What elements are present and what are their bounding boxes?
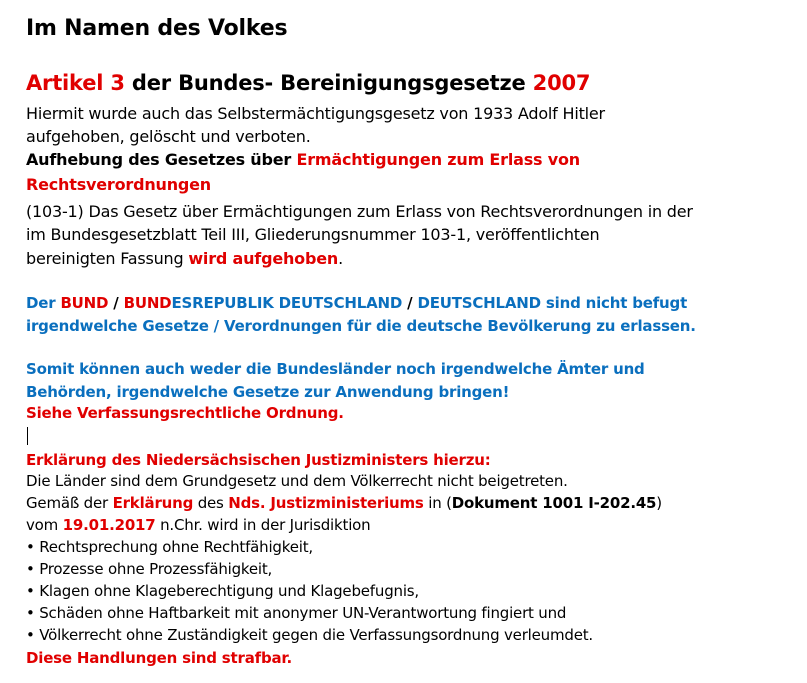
bund-slash-2: / <box>402 294 418 312</box>
erklaerung-date: 19.01.2017 <box>62 516 156 534</box>
somit-line-1: Somit können auch weder die Bundesländer noch irgendwelche Ämter und <box>26 360 645 378</box>
gemaess-text: Gemäß der <box>26 494 113 512</box>
law-text-a: bereinigten Fassung <box>26 249 189 268</box>
des-text: des <box>193 494 229 512</box>
bund-word: BUND <box>60 294 109 312</box>
list-item: • Klagen ohne Klageberechtigung und Klagebefugnis, <box>26 582 419 600</box>
wird-aufgehoben: wird aufgehoben <box>188 249 339 268</box>
law-text-c: . <box>338 249 343 268</box>
list-item: • Schäden ohne Haftbarkeit mit anonymer UN-Verantwortung fingiert und <box>26 604 567 622</box>
closing-statement: Diese Handlungen sind strafbar. <box>26 649 292 667</box>
law-text-line-2: im Bundesgesetzblatt Teil III, Gliederungsnummer 103-1, veröffentlichten <box>26 225 600 244</box>
erklaerung-line-1: Die Länder sind dem Grundgesetz und dem Völkerrecht nicht beigetreten. <box>26 472 568 490</box>
aufhebung-text: Aufhebung des Gesetzes über <box>26 150 297 169</box>
intro-line-2: aufgehoben, gelöscht und verboten. <box>26 127 311 146</box>
document-reference: Dokument 1001 I-202.45 <box>451 494 657 512</box>
list-item: • Völkerrecht ohne Zuständigkeit gegen die Verfassungsordnung verleumdet. <box>26 626 593 644</box>
aufhebung-highlight: Ermächtigungen zum Erlass von <box>296 150 580 169</box>
aufhebung-heading-cont: Rechtsverordnungen <box>26 175 211 194</box>
text-cursor <box>27 427 28 445</box>
article-year: 2007 <box>532 71 591 95</box>
bund-text-end: DEUTSCHLAND sind nicht befugt <box>417 294 688 312</box>
erklaerung-title: Erklärung des Niedersächsischen Justizministers hierzu: <box>26 451 491 469</box>
somit-line-2: Behörden, irgendwelche Gesetze zur Anwendung bringen! <box>26 383 510 401</box>
close-paren: ) <box>656 494 662 512</box>
law-text-line-1: (103-1) Das Gesetz über Ermächtigungen zum Erlass von Rechtsverordnungen in der <box>26 202 693 221</box>
article-number: Artikel 3 <box>26 71 125 95</box>
bundesrepublik-rest: ESREPUBLIK DEUTSCHLAND <box>171 294 403 312</box>
erklaerung-line-3 <box>26 516 370 534</box>
vom-text: vom <box>26 516 63 534</box>
somit-line-3: Siehe Verfassungsrechtliche Ordnung. <box>26 404 344 422</box>
in-text: in ( <box>423 494 452 512</box>
bund-line-2: irgendwelche Gesetze / Verordnungen für die deutsche Bevölkerung zu erlassen. <box>26 317 696 335</box>
ministry-name: Nds. Justizministeriums <box>228 494 424 512</box>
bund-prefix: BUND <box>123 294 172 312</box>
bund-line-1 <box>26 294 687 312</box>
list-item: • Rechtsprechung ohne Rechtfähigkeit, <box>26 538 313 556</box>
law-text-line-3 <box>26 249 343 268</box>
intro-line-1: Hiermit wurde auch das Selbstermächtigungsgesetz von 1933 Adolf Hitler <box>26 104 605 123</box>
article-law-name: der Bundes- Bereinigungsgesetze <box>124 71 533 95</box>
article-title <box>26 71 590 95</box>
aufhebung-heading <box>26 150 580 169</box>
jurisdiktion-text: n.Chr. wird in der Jurisdiktion <box>155 516 371 534</box>
bund-slash-1: / <box>108 294 124 312</box>
erklaerung-word: Erklärung <box>112 494 194 512</box>
bund-text-1: Der <box>26 294 61 312</box>
erklaerung-line-2 <box>26 494 662 512</box>
list-item: • Prozesse ohne Prozessfähigkeit, <box>26 560 273 578</box>
heading: Im Namen des Volkes <box>26 16 288 41</box>
